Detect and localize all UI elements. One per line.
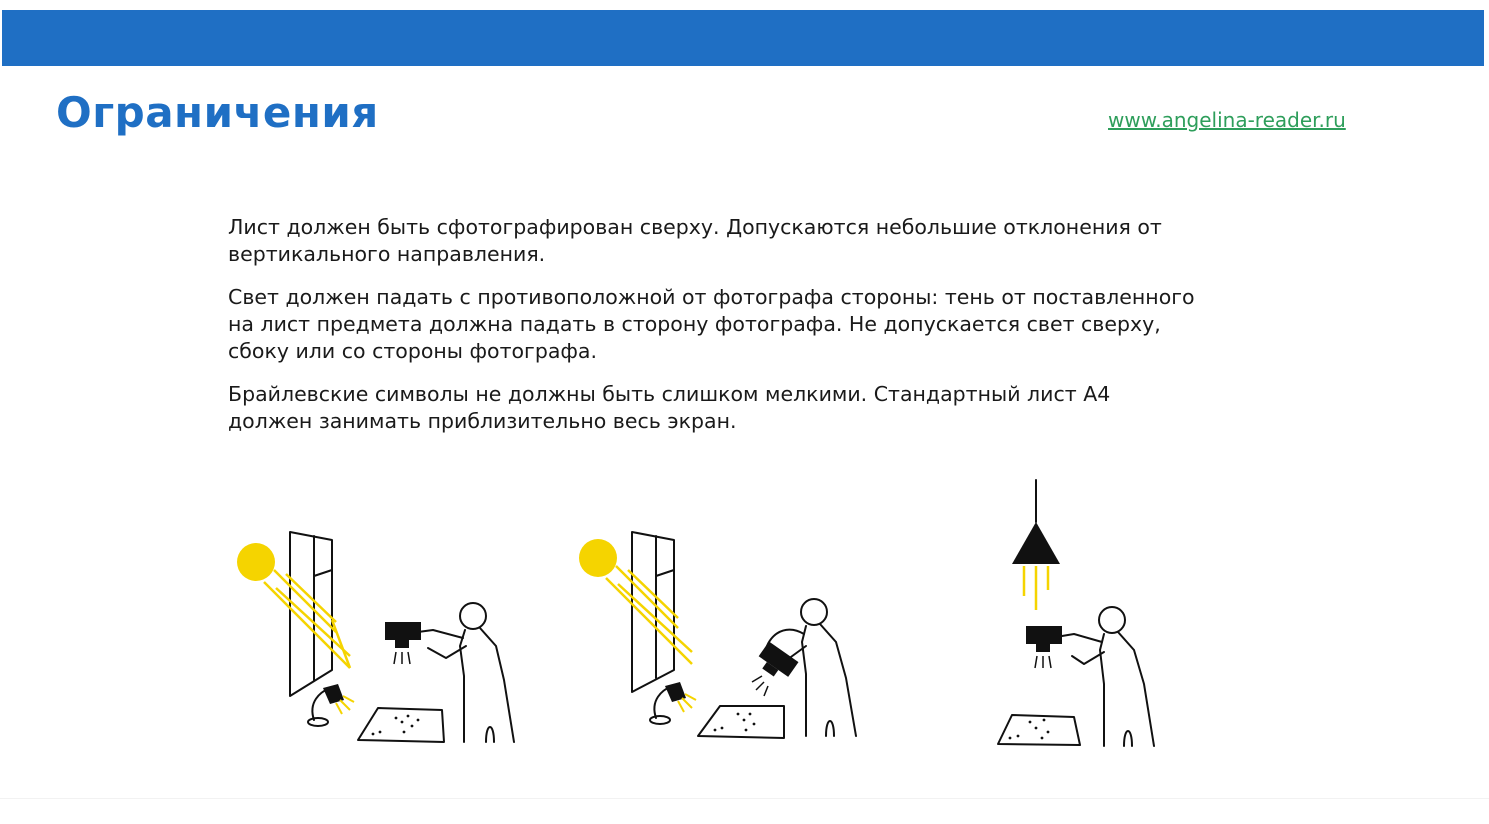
footer-divider — [0, 798, 1489, 799]
paragraph-line: Свет должен падать с противоположной от фотографа стороны: тень от поставленного — [228, 285, 1195, 309]
paragraph-line: должен занимать приблизительно весь экран. — [228, 409, 737, 433]
paragraph-symbol-size — [228, 381, 1268, 435]
paragraph-shooting-angle — [228, 214, 1268, 268]
paragraph-line: Брайлевские символы не должны быть слишком мелкими. Стандартный лист А4 — [228, 382, 1111, 406]
illustration-correct-lighting — [228, 470, 528, 750]
paragraph-line: Лист должен быть сфотографирован сверху. Допускаются небольшие отклонения от — [228, 215, 1162, 239]
ceiling-lamp-photographer-icon — [990, 470, 1190, 760]
paragraph-line: на лист предмета должна падать в сторону фотографа. Не допускается свет сверху, — [228, 312, 1161, 336]
illustration-angled-camera — [570, 470, 870, 750]
sun-window-lamp-photographer-icon — [228, 470, 528, 750]
paragraph-line: вертикального направления. — [228, 242, 546, 266]
paragraph-line: сбоку или со стороны фотографа. — [228, 339, 597, 363]
header-bar — [2, 10, 1484, 66]
body-text — [228, 214, 1268, 451]
site-link[interactable]: www.angelina-reader.ru — [1108, 108, 1346, 132]
paragraph-lighting — [228, 284, 1268, 365]
page-title: Ограничения — [56, 88, 379, 137]
illustration-top-light — [990, 470, 1190, 760]
sun-window-lamp-photographer-angled-icon — [570, 470, 870, 750]
